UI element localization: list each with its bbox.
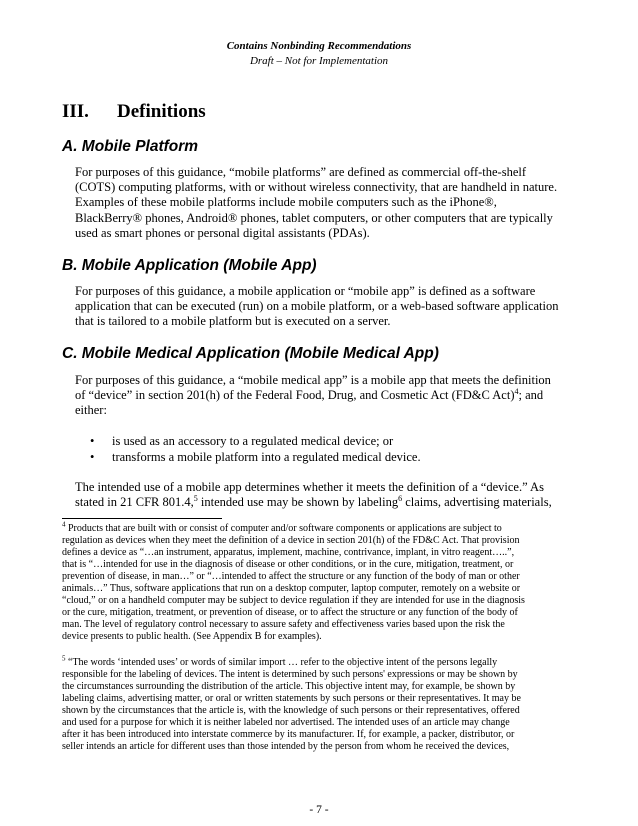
footnote-line: seller intends an article for different uses than those intended by the person from whom he received the devices, <box>62 741 510 753</box>
text-run: “The words ‘intended uses’ or words of similar import … refer to the objective intent of the persons legally <box>65 657 498 668</box>
paragraph-line: Examples of these mobile platforms include mobile computers such as the iPhone®, <box>75 195 497 210</box>
subsection-b-paragraph <box>75 284 575 330</box>
footnote-ref: 4 <box>514 387 519 397</box>
paragraph-line <box>75 388 575 403</box>
footnote-ref: 6 <box>398 494 403 504</box>
paragraph-line: used as smart phones or personal digital assistants (PDAs). <box>75 225 370 240</box>
footnote-line: animals…” Thus, software applications that run on a desktop computer, laptop computer, remotely on a website or <box>62 583 521 595</box>
paragraph-line: For purposes of this guidance, a mobile application or “mobile app” is defined as a software <box>75 284 536 298</box>
paragraph-line: that is tailored to a mobile platform but is executed on a server. <box>75 314 391 329</box>
footnote-line: man. The level of regulatory control necessary to assure safety and effectiveness varies based upon the risk the <box>62 619 505 631</box>
paragraph-line: For purposes of this guidance, “mobile platforms” are defined as commercial off-the-shelf <box>75 165 527 179</box>
footnote-marker: 5 <box>62 654 66 663</box>
text-run: of “device” in section 201(h) of the Federal Food, Drug, and Cosmetic Act (FD&C Act) <box>75 388 515 403</box>
footnote-line: shown by the circumstances that the article is, with the knowledge of such persons or their representatives, offered <box>62 705 520 717</box>
subsection-c-heading: C. Mobile Medical Application (Mobile Medical App) <box>62 345 439 362</box>
text-run: stated in 21 CFR 801.4, <box>75 495 194 510</box>
bullet-icon: • <box>90 450 95 464</box>
paragraph-line: For purposes of this guidance, a “mobile medical app” is a mobile app that meets the definition <box>75 373 551 387</box>
footnote-line <box>62 654 582 669</box>
paragraph-line: application that can be executed (run) on a mobile platform, or a web-based software application <box>75 299 559 314</box>
section-heading <box>62 100 206 124</box>
bullet-icon: • <box>90 434 95 448</box>
list-item <box>90 449 421 465</box>
footnote-line: that is “…intended for use in the diagnosis of disease or other conditions, or in the cure, mitigation, treatment, or <box>62 559 514 571</box>
subsection-c-intro <box>75 373 575 419</box>
footnote-separator <box>62 518 222 519</box>
footnote-line <box>62 520 582 535</box>
text-run: claims, advertising materials, <box>402 495 552 510</box>
text-run: ; and <box>518 388 544 403</box>
list-item <box>90 433 421 449</box>
footnote-line: the circumstances surrounding the distribution of the article. This objective intent may, for example, be shown by <box>62 681 516 693</box>
paragraph-line: BlackBerry® phones, Android® phones, tablet computers, or other computers that are typically <box>75 210 553 225</box>
footnote-line: responsible for the labeling of devices. The intent is determined by such persons' expressions or may be shown by <box>62 669 518 681</box>
footnote-line: after it has been introduced into interstate commerce by its manufacturer. If, for example, a packer, distributor, or <box>62 729 515 741</box>
footnote-5 <box>62 654 582 753</box>
footnote-line: and used for a purpose for which it is neither labeled nor advertised. The intended uses of an article may change <box>62 717 510 729</box>
footnote-4 <box>62 520 582 643</box>
footnote-line: regulation as devices when they meet the definition of a device in section 201(h) of the FD&C Act. That provision <box>62 535 520 547</box>
paragraph-line: either: <box>75 403 107 418</box>
section-number: III. <box>62 101 89 122</box>
footnote-line: or the cure, mitigation, treatment, or prevention of disease, or to affect the structure or any function of the body of <box>62 607 518 619</box>
footnote-line: device presents to public health. (See Appendix B for examples). <box>62 631 322 643</box>
subsection-a-paragraph <box>75 165 575 241</box>
footnote-line: prevention of disease, in man…” or “…intended to affect the structure or any function of the body of man or other <box>62 571 520 583</box>
subsection-a-heading: A. Mobile Platform <box>62 138 199 155</box>
header-line-1: Contains Nonbinding Recommendations <box>226 40 412 52</box>
footnote-line: defines a device as “…an instrument, apparatus, implement, machine, contrivance, implant, in vitro reagent…..”, <box>62 547 515 559</box>
bullet-list <box>90 433 421 465</box>
footnote-ref: 5 <box>193 494 198 504</box>
footnote-line: labeling claims, advertising matter, or oral or written statements by such persons or their representatives. It may be <box>62 693 521 705</box>
paragraph-line <box>75 495 575 510</box>
footnote-line: “cloud,” or on a handheld computer may be subject to device regulation if they are intended for use in the diagnosis <box>62 595 525 607</box>
header-line-2: Draft – Not for Implementation <box>249 55 389 67</box>
section-title: Definitions <box>117 101 206 122</box>
footnote-marker: 4 <box>62 520 66 529</box>
list-item-text: is used as an accessory to a regulated medical device; or <box>112 434 394 448</box>
paragraph-line: (COTS) computing platforms, with or without wireless connectivity, that are handheld in nature. <box>75 180 558 195</box>
paragraph-line: The intended use of a mobile app determines whether it meets the definition of a “device.” As <box>75 480 544 494</box>
text-run: intended use may be shown by labeling <box>197 495 399 510</box>
page-number: - 7 - <box>309 804 329 816</box>
list-item-text: transforms a mobile platform into a regulated medical device. <box>112 450 421 464</box>
subsection-b-heading: B. Mobile Application (Mobile App) <box>62 257 317 274</box>
text-run: Products that are built with or consist of computer and/or software components or applications are subject to <box>65 523 502 534</box>
subsection-c-paragraph-2 <box>75 480 575 510</box>
